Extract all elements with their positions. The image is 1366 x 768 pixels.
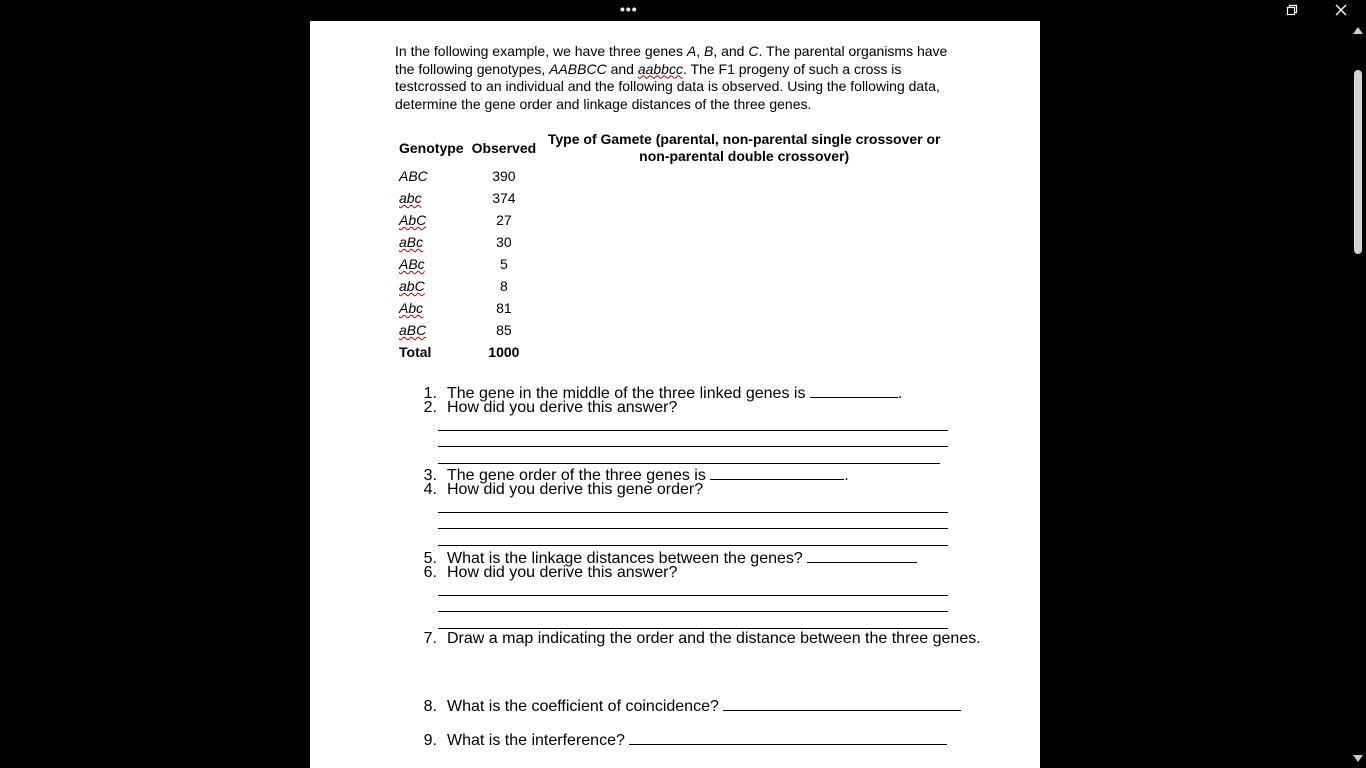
table-row: aBC 85 [399,322,512,338]
answer-blank-3[interactable] [710,465,844,480]
answer-blank-9[interactable] [629,730,947,745]
parental-genotype-2: aabbcc [637,60,683,77]
table-total-row: Total 1000 [399,344,520,360]
question-8: 8. What is the coefficient of coincidence? [412,696,961,716]
answer-line[interactable] [438,611,948,612]
vertical-scrollbar[interactable] [1350,20,1366,768]
answer-blank-5[interactable] [807,548,917,563]
answer-line[interactable] [438,446,948,447]
answer-line[interactable] [438,430,948,431]
table-row: ABc 5 [399,256,508,272]
answer-line[interactable] [438,595,948,596]
answer-line[interactable] [438,545,948,546]
document-page [310,21,1040,768]
question-3: 3. The gene order of the three genes is . [423,467,849,484]
answer-line[interactable] [438,463,940,464]
answer-line[interactable] [438,628,948,629]
header-genotype: Genotype [399,139,464,156]
table-row: AbC 27 [399,212,512,228]
answer-blank-8[interactable] [723,696,961,711]
question-4: 4. How did you derive this gene order? [423,481,704,498]
parental-genotype-1: AABBCC [549,60,607,77]
header-gamete-type: Type of Gamete (parental, non-parental single crossover or non-parental double crossover) [547,131,941,164]
intro-paragraph: In the following example, we have three genes A, B, and C. The parental organisms have the following genotypes, AABBCC and aabbcc. The F1 progeny of such a cross is testcrossed to an individual and the following data is observed. Using the following data, determine the gene order and linkage distances of the three genes. [395,43,948,112]
answer-line[interactable] [438,512,948,513]
table-row: aBc 30 [399,234,512,250]
question-6: 6. How did you derive this answer? [423,564,678,581]
question-7: 7. Draw a map indicating the order and the distance between the three genes. [423,630,981,647]
table-row: Abc 81 [399,300,512,316]
close-icon[interactable] [1327,0,1355,20]
more-options-icon[interactable]: ••• [620,1,638,17]
question-2: 2. How did you derive this answer? [423,399,678,416]
scroll-up-icon[interactable] [1353,27,1363,34]
questions-list [310,21,1040,768]
question-9: 9. What is the interference? [412,730,947,750]
scroll-thumb[interactable] [1354,70,1362,254]
question-5: 5. What is the linkage distances between the genes? [412,548,917,568]
header-observed: Observed [471,139,537,156]
answer-line[interactable] [438,528,948,529]
question-1: 1. The gene in the middle of the three linked genes is . [423,385,903,402]
table-row: abc 374 [399,190,516,206]
restore-icon[interactable] [1278,0,1306,20]
title-bar [0,0,1366,20]
table-row: ABC 390 [399,168,516,184]
table-row: abC 8 [399,278,508,294]
scroll-down-icon[interactable] [1353,755,1363,762]
answer-blank-1[interactable] [810,383,898,398]
